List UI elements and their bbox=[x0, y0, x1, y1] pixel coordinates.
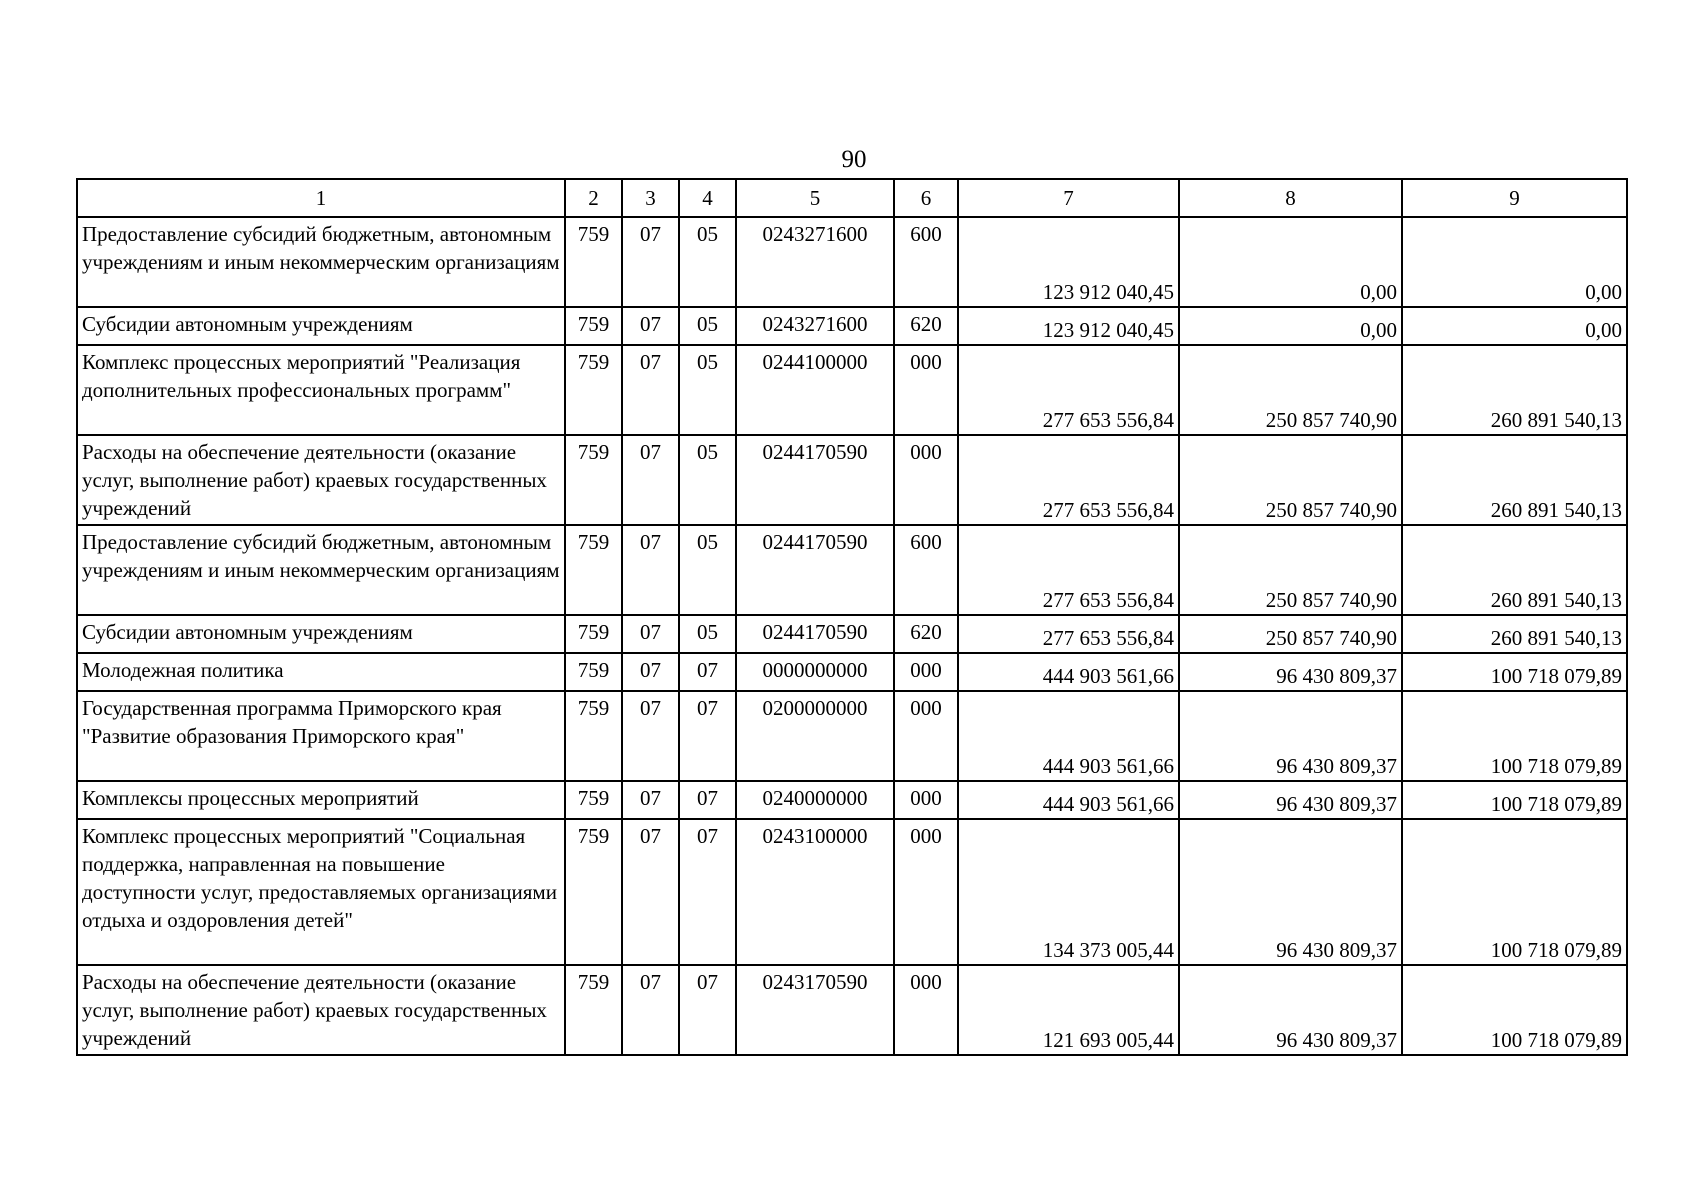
subsection-code-cell: 05 bbox=[679, 615, 736, 653]
expense-type-cell: 000 bbox=[894, 819, 958, 965]
amount-col9-cell: 100 718 079,89 bbox=[1402, 781, 1627, 819]
section-code-cell: 07 bbox=[622, 435, 679, 525]
expense-type-cell: 000 bbox=[894, 691, 958, 781]
expense-name-cell: Субсидии автономным учреждениям bbox=[77, 307, 565, 345]
expense-name-cell: Комплекс процессных мероприятий "Социальная поддержка, направленная на повышение доступности услуг, предоставляемых организациями отдыха и оздоровления детей" bbox=[77, 819, 565, 965]
ministry-code-cell: 759 bbox=[565, 525, 622, 615]
table-row bbox=[77, 435, 1627, 525]
subsection-code-cell: 07 bbox=[679, 819, 736, 965]
amount-col7-cell: 123 912 040,45 bbox=[958, 217, 1179, 307]
section-code-cell: 07 bbox=[622, 217, 679, 307]
expense-type-cell: 000 bbox=[894, 435, 958, 525]
expense-name-cell: Расходы на обеспечение деятельности (оказание услуг, выполнение работ) краевых государственных учреждений bbox=[77, 435, 565, 525]
ministry-code-cell: 759 bbox=[565, 307, 622, 345]
amount-col9-cell: 100 718 079,89 bbox=[1402, 653, 1627, 691]
expense-name-cell: Расходы на обеспечение деятельности (оказание услуг, выполнение работ) краевых государственных учреждений bbox=[77, 965, 565, 1055]
amount-col7-cell: 277 653 556,84 bbox=[958, 615, 1179, 653]
column-header: 8 bbox=[1179, 179, 1402, 217]
amount-col9-cell: 0,00 bbox=[1402, 217, 1627, 307]
subsection-code-cell: 05 bbox=[679, 345, 736, 435]
amount-col7-cell: 277 653 556,84 bbox=[958, 435, 1179, 525]
page-number: 90 bbox=[841, 146, 867, 173]
table-row bbox=[77, 525, 1627, 615]
column-header: 6 bbox=[894, 179, 958, 217]
amount-col8-cell: 96 430 809,37 bbox=[1179, 653, 1402, 691]
column-header: 4 bbox=[679, 179, 736, 217]
expense-type-cell: 000 bbox=[894, 965, 958, 1055]
section-code-cell: 07 bbox=[622, 525, 679, 615]
amount-col8-cell: 96 430 809,37 bbox=[1179, 691, 1402, 781]
amount-col9-cell: 100 718 079,89 bbox=[1402, 965, 1627, 1055]
subsection-code-cell: 07 bbox=[679, 653, 736, 691]
amount-col8-cell: 250 857 740,90 bbox=[1179, 525, 1402, 615]
amount-col7-cell: 134 373 005,44 bbox=[958, 819, 1179, 965]
amount-col7-cell: 121 693 005,44 bbox=[958, 965, 1179, 1055]
target-article-cell: 0243271600 bbox=[736, 217, 894, 307]
target-article-cell: 0243170590 bbox=[736, 965, 894, 1055]
subsection-code-cell: 05 bbox=[679, 525, 736, 615]
target-article-cell: 0244170590 bbox=[736, 615, 894, 653]
table-row bbox=[77, 691, 1627, 781]
ministry-code-cell: 759 bbox=[565, 435, 622, 525]
section-code-cell: 07 bbox=[622, 615, 679, 653]
column-number-header-row bbox=[77, 179, 1627, 217]
table-row bbox=[77, 307, 1627, 345]
section-code-cell: 07 bbox=[622, 307, 679, 345]
target-article-cell: 0240000000 bbox=[736, 781, 894, 819]
target-article-cell: 0200000000 bbox=[736, 691, 894, 781]
column-header: 7 bbox=[958, 179, 1179, 217]
ministry-code-cell: 759 bbox=[565, 217, 622, 307]
amount-col8-cell: 250 857 740,90 bbox=[1179, 435, 1402, 525]
expense-type-cell: 000 bbox=[894, 345, 958, 435]
expense-name-cell: Молодежная политика bbox=[77, 653, 565, 691]
table-row bbox=[77, 965, 1627, 1055]
target-article-cell: 0244170590 bbox=[736, 435, 894, 525]
subsection-code-cell: 05 bbox=[679, 307, 736, 345]
target-article-cell: 0243100000 bbox=[736, 819, 894, 965]
section-code-cell: 07 bbox=[622, 781, 679, 819]
amount-col8-cell: 0,00 bbox=[1179, 307, 1402, 345]
amount-col7-cell: 444 903 561,66 bbox=[958, 653, 1179, 691]
amount-col8-cell: 0,00 bbox=[1179, 217, 1402, 307]
table-row bbox=[77, 819, 1627, 965]
expense-name-cell: Государственная программа Приморского края "Развитие образования Приморского края" bbox=[77, 691, 565, 781]
ministry-code-cell: 759 bbox=[565, 965, 622, 1055]
expense-type-cell: 620 bbox=[894, 307, 958, 345]
subsection-code-cell: 05 bbox=[679, 217, 736, 307]
amount-col9-cell: 260 891 540,13 bbox=[1402, 345, 1627, 435]
column-header: 9 bbox=[1402, 179, 1627, 217]
amount-col8-cell: 96 430 809,37 bbox=[1179, 965, 1402, 1055]
ministry-code-cell: 759 bbox=[565, 781, 622, 819]
ministry-code-cell: 759 bbox=[565, 653, 622, 691]
amount-col9-cell: 100 718 079,89 bbox=[1402, 819, 1627, 965]
expense-type-cell: 600 bbox=[894, 217, 958, 307]
amount-col7-cell: 123 912 040,45 bbox=[958, 307, 1179, 345]
ministry-code-cell: 759 bbox=[565, 691, 622, 781]
table-row bbox=[77, 653, 1627, 691]
table-row bbox=[77, 345, 1627, 435]
expense-type-cell: 000 bbox=[894, 781, 958, 819]
expense-name-cell: Комплексы процессных мероприятий bbox=[77, 781, 565, 819]
column-header: 1 bbox=[77, 179, 565, 217]
column-header: 2 bbox=[565, 179, 622, 217]
expense-type-cell: 600 bbox=[894, 525, 958, 615]
subsection-code-cell: 07 bbox=[679, 965, 736, 1055]
target-article-cell: 0244100000 bbox=[736, 345, 894, 435]
subsection-code-cell: 07 bbox=[679, 691, 736, 781]
amount-col8-cell: 250 857 740,90 bbox=[1179, 615, 1402, 653]
amount-col8-cell: 96 430 809,37 bbox=[1179, 781, 1402, 819]
table-row bbox=[77, 217, 1627, 307]
table-row bbox=[77, 781, 1627, 819]
target-article-cell: 0243271600 bbox=[736, 307, 894, 345]
section-code-cell: 07 bbox=[622, 653, 679, 691]
column-header: 3 bbox=[622, 179, 679, 217]
budget-table bbox=[76, 178, 1628, 1056]
amount-col9-cell: 260 891 540,13 bbox=[1402, 435, 1627, 525]
target-article-cell: 0000000000 bbox=[736, 653, 894, 691]
amount-col8-cell: 250 857 740,90 bbox=[1179, 345, 1402, 435]
table-row bbox=[77, 615, 1627, 653]
expense-name-cell: Предоставление субсидий бюджетным, автономным учреждениям и иным некоммерческим организациям bbox=[77, 217, 565, 307]
expense-type-cell: 000 bbox=[894, 653, 958, 691]
amount-col9-cell: 260 891 540,13 bbox=[1402, 615, 1627, 653]
column-header: 5 bbox=[736, 179, 894, 217]
expense-name-cell: Субсидии автономным учреждениям bbox=[77, 615, 565, 653]
ministry-code-cell: 759 bbox=[565, 615, 622, 653]
amount-col9-cell: 260 891 540,13 bbox=[1402, 525, 1627, 615]
amount-col7-cell: 444 903 561,66 bbox=[958, 781, 1179, 819]
target-article-cell: 0244170590 bbox=[736, 525, 894, 615]
section-code-cell: 07 bbox=[622, 345, 679, 435]
section-code-cell: 07 bbox=[622, 965, 679, 1055]
amount-col7-cell: 444 903 561,66 bbox=[958, 691, 1179, 781]
expense-type-cell: 620 bbox=[894, 615, 958, 653]
section-code-cell: 07 bbox=[622, 819, 679, 965]
amount-col7-cell: 277 653 556,84 bbox=[958, 345, 1179, 435]
expense-name-cell: Предоставление субсидий бюджетным, автономным учреждениям и иным некоммерческим организациям bbox=[77, 525, 565, 615]
amount-col9-cell: 100 718 079,89 bbox=[1402, 691, 1627, 781]
subsection-code-cell: 05 bbox=[679, 435, 736, 525]
amount-col8-cell: 96 430 809,37 bbox=[1179, 819, 1402, 965]
ministry-code-cell: 759 bbox=[565, 819, 622, 965]
ministry-code-cell: 759 bbox=[565, 345, 622, 435]
section-code-cell: 07 bbox=[622, 691, 679, 781]
amount-col7-cell: 277 653 556,84 bbox=[958, 525, 1179, 615]
expense-name-cell: Комплекс процессных мероприятий "Реализация дополнительных профессиональных программ" bbox=[77, 345, 565, 435]
subsection-code-cell: 07 bbox=[679, 781, 736, 819]
amount-col9-cell: 0,00 bbox=[1402, 307, 1627, 345]
